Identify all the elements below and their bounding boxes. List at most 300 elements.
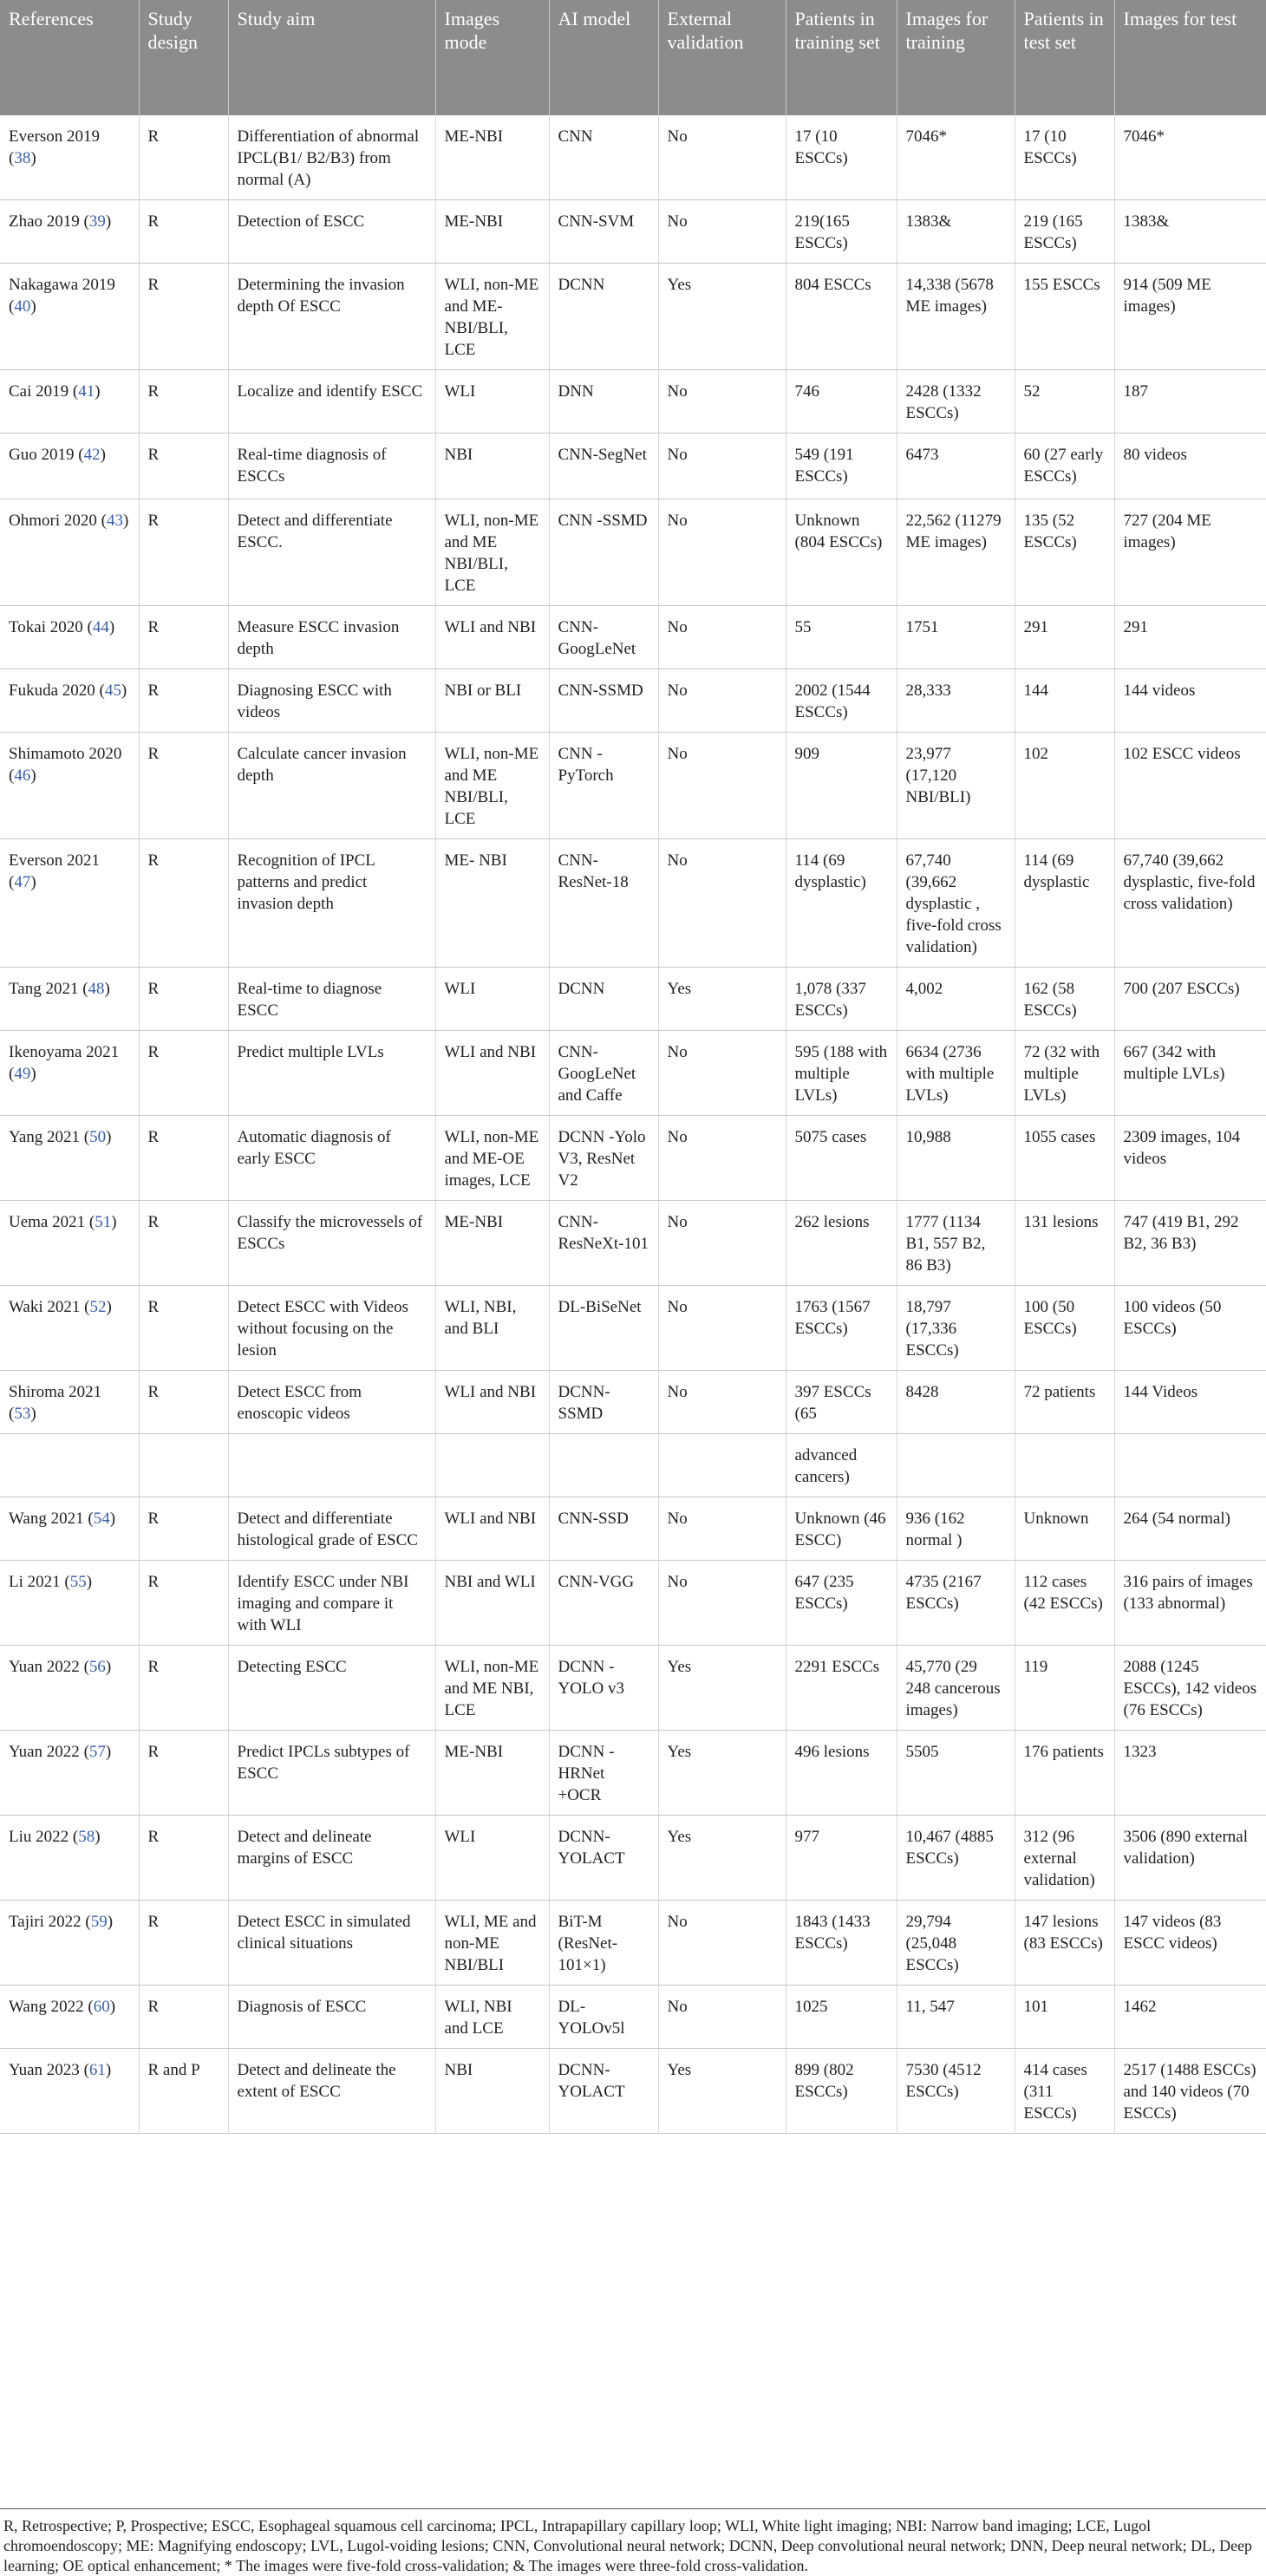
cell-external-validation: No: [658, 115, 786, 200]
cell-reference: Zhao 2019 (39): [0, 200, 139, 264]
cell-study-design: R: [139, 733, 228, 839]
cell-reference: Shiroma 2021 (53): [0, 1371, 139, 1434]
reference-name: Zhao 2019: [9, 212, 80, 231]
cell-images-test: 2309 images, 104 videos: [1114, 1116, 1266, 1201]
cell-study-design: R: [139, 434, 228, 499]
cell-patients-test: 176 patients: [1015, 1731, 1114, 1816]
reference-link[interactable]: 44: [92, 618, 109, 636]
cell-external-validation: Yes: [658, 968, 786, 1031]
cell-images-mode: WLI and NBI: [435, 1031, 549, 1116]
cell-images-test: 700 (207 ESCCs): [1114, 968, 1266, 1031]
cell-ai-model: BiT-M (ResNet-101×1): [549, 1901, 658, 1986]
cell-images-training: 28,333: [897, 669, 1015, 733]
cell-patients-test: 1055 cases: [1015, 1116, 1114, 1201]
cell-images-test: 3506 (890 external validation): [1114, 1816, 1266, 1901]
cell-patients-test: 17 (10 ESCCs): [1015, 115, 1114, 200]
cell-patients-training: Unknown (46 ESCC): [786, 1497, 897, 1561]
cell-study-aim: Detect and delineate the extent of ESCC: [228, 2049, 435, 2134]
cell-external-validation: No: [658, 669, 786, 733]
reference-name: Shimamoto 2020: [9, 745, 122, 763]
cell-patients-training: 55: [786, 606, 897, 669]
cell-ai-model: DCNN-YOLACT: [549, 1816, 658, 1901]
cell-study-design: R: [139, 606, 228, 669]
reference-name: Li 2021: [9, 1573, 61, 1591]
cell-patients-training: 397 ESCCs (65: [786, 1371, 897, 1434]
cell-external-validation: No: [658, 1116, 786, 1201]
cell-images-training: 22,562 (11279 ME images): [897, 499, 1015, 606]
cell-external-validation: No: [658, 839, 786, 968]
reference-name: Everson 2019: [9, 127, 101, 146]
cell-reference: Yuan 2022 (57): [0, 1731, 139, 1816]
cell-external-validation: No: [658, 733, 786, 839]
reference-name: Cai 2019: [9, 382, 69, 401]
reference-link[interactable]: 40: [14, 297, 31, 316]
cell-images-training: 11, 547: [897, 1986, 1015, 2049]
cell-external-validation: Yes: [658, 1816, 786, 1901]
header-patients-test: Patients in test set: [1015, 0, 1114, 115]
cell-patients-training: 2291 ESCCs: [786, 1646, 897, 1731]
cell-external-validation: No: [658, 434, 786, 499]
cell-patients-test: 72 (32 with multiple LVLs): [1015, 1031, 1114, 1116]
reference-name: Tajiri 2022: [9, 1913, 82, 1931]
cell-images-mode: WLI, non-ME and ME NBI, LCE: [435, 1646, 549, 1731]
reference-link[interactable]: 50: [89, 1128, 107, 1146]
cell-patients-training: 2002 (1544 ESCCs): [786, 669, 897, 733]
cell-patients-test: 102: [1015, 733, 1114, 839]
cell-study-design: R: [139, 1816, 228, 1901]
cell-study-design: R: [139, 499, 228, 606]
header-study-design: Study design: [139, 0, 228, 115]
cell-study-aim: Detect and differentiate ESCC.: [228, 499, 435, 606]
reference-link[interactable]: 54: [93, 1510, 110, 1528]
reference-link[interactable]: 59: [90, 1913, 108, 1931]
cell-external-validation: Yes: [658, 1646, 786, 1731]
cell-reference: [0, 1434, 139, 1497]
reference-link[interactable]: 45: [104, 681, 121, 700]
cell-images-training: 4735 (2167 ESCCs): [897, 1561, 1015, 1646]
table-row: [0, 200, 1266, 264]
cell-images-training: 6473: [897, 434, 1015, 499]
cell-external-validation: No: [658, 1986, 786, 2049]
reference-name: Nakagawa 2019: [9, 276, 115, 294]
reference-link[interactable]: 60: [93, 1998, 110, 2016]
cell-images-mode: WLI, non-ME and ME NBI/BLI, LCE: [435, 499, 549, 606]
cell-patients-training: 647 (235 ESCCs): [786, 1561, 897, 1646]
cell-study-aim: Detect ESCC in simulated clinical situations: [228, 1901, 435, 1986]
cell-study-design: R: [139, 1116, 228, 1201]
cell-study-design: R: [139, 370, 228, 434]
table-row: [0, 1646, 1266, 1731]
cell-patients-test: 60 (27 early ESCCs): [1015, 434, 1114, 499]
table-row: [0, 1371, 1266, 1434]
cell-study-design: [139, 1434, 228, 1497]
cell-external-validation: Yes: [658, 2049, 786, 2134]
cell-patients-test: 72 patients: [1015, 1371, 1114, 1434]
cell-reference: Guo 2019 (42): [0, 434, 139, 499]
cell-ai-model: CNN: [549, 115, 658, 200]
reference-name: Wang 2021: [9, 1510, 84, 1528]
table-row: [0, 1497, 1266, 1561]
reference-name: Shiroma 2021: [9, 1383, 102, 1401]
cell-patients-test: 52: [1015, 370, 1114, 434]
cell-study-aim: Detection of ESCC: [228, 200, 435, 264]
cell-images-mode: NBI or BLI: [435, 669, 549, 733]
header-external-validation: External validation: [658, 0, 786, 115]
cell-reference: Li 2021 (55): [0, 1561, 139, 1646]
cell-images-test: 67,740 (39,662 dysplastic, five-fold cross validation): [1114, 839, 1266, 968]
cell-ai-model: DCNN: [549, 264, 658, 370]
cell-patients-training: 909: [786, 733, 897, 839]
reference-name: Guo 2019: [9, 446, 75, 464]
cell-study-design: R: [139, 1646, 228, 1731]
cell-images-test: 316 pairs of images (133 abnormal): [1114, 1561, 1266, 1646]
cell-images-test: 264 (54 normal): [1114, 1497, 1266, 1561]
cell-patients-test: 312 (96 external validation): [1015, 1816, 1114, 1901]
cell-images-training: 1777 (1134 B1, 557 B2, 86 B3): [897, 1201, 1015, 1286]
cell-images-test: 187: [1114, 370, 1266, 434]
cell-patients-training: 899 (802 ESCCs): [786, 2049, 897, 2134]
cell-patients-test: 147 lesions (83 ESCCs): [1015, 1901, 1114, 1986]
cell-images-training: 14,338 (5678 ME images): [897, 264, 1015, 370]
cell-patients-test: 414 cases (311 ESCCs): [1015, 2049, 1114, 2134]
cell-ai-model: DCNN-SSMD: [549, 1371, 658, 1434]
cell-images-test: 102 ESCC videos: [1114, 733, 1266, 839]
cell-ai-model: DCNN-YOLACT: [549, 2049, 658, 2134]
table-row: [0, 1031, 1266, 1116]
cell-reference: Wang 2022 (60): [0, 1986, 139, 2049]
reference-name: Yang 2021: [9, 1128, 81, 1146]
cell-patients-training: 114 (69 dysplastic): [786, 839, 897, 968]
cell-patients-training: 17 (10 ESCCs): [786, 115, 897, 200]
cell-images-training: 936 (162 normal ): [897, 1497, 1015, 1561]
table-row: [0, 839, 1266, 968]
reference-name: Yuan 2023: [9, 2061, 80, 2079]
reference-link[interactable]: 53: [14, 1405, 31, 1423]
cell-images-mode: ME-NBI: [435, 115, 549, 200]
reference-name: Everson 2021: [9, 851, 101, 870]
cell-reference: Wang 2021 (54): [0, 1497, 139, 1561]
reference-link[interactable]: 39: [88, 212, 106, 231]
cell-ai-model: DCNN -Yolo V3, ResNet V2: [549, 1116, 658, 1201]
cell-reference: Everson 2021 (47): [0, 839, 139, 968]
cell-images-mode: ME-NBI: [435, 1201, 549, 1286]
cell-patients-test: [1015, 1434, 1114, 1497]
cell-external-validation: No: [658, 370, 786, 434]
reference-name: Yuan 2022: [9, 1743, 80, 1761]
table-row: [0, 1561, 1266, 1646]
cell-reference: Yuan 2022 (56): [0, 1646, 139, 1731]
cell-patients-training: 1025: [786, 1986, 897, 2049]
reference-link[interactable]: 51: [95, 1213, 112, 1231]
reference-link[interactable]: 38: [14, 149, 31, 167]
cell-reference: Ikenoyama 2021 (49): [0, 1031, 139, 1116]
cell-images-training: 1751: [897, 606, 1015, 669]
cell-reference: Cai 2019 (41): [0, 370, 139, 434]
table-row: [0, 1286, 1266, 1371]
reference-link[interactable]: 52: [89, 1298, 107, 1316]
cell-reference: Everson 2019 (38): [0, 115, 139, 200]
reference-name: Yuan 2022: [9, 1658, 80, 1676]
table-row: [0, 434, 1266, 499]
cell-external-validation: No: [658, 1371, 786, 1434]
cell-patients-test: 119: [1015, 1646, 1114, 1731]
reference-name: Ohmori 2020: [9, 512, 97, 530]
cell-images-test: 144 Videos: [1114, 1371, 1266, 1434]
cell-images-mode: ME- NBI: [435, 839, 549, 968]
cell-study-design: R: [139, 1286, 228, 1371]
cell-patients-training: 977: [786, 1816, 897, 1901]
cell-study-design: R: [139, 968, 228, 1031]
cell-external-validation: No: [658, 1901, 786, 1986]
cell-patients-test: 144: [1015, 669, 1114, 733]
cell-images-training: 5505: [897, 1731, 1015, 1816]
reference-link[interactable]: 61: [88, 2061, 106, 2079]
cell-images-test: 2088 (1245 ESCCs), 142 videos (76 ESCCs): [1114, 1646, 1266, 1731]
cell-images-mode: NBI: [435, 2049, 549, 2134]
table-row: [0, 968, 1266, 1031]
cell-study-aim: Determining the invasion depth Of ESCC: [228, 264, 435, 370]
cell-patients-test: 114 (69 dysplastic: [1015, 839, 1114, 968]
cell-study-aim: Detect and differentiate histological grade of ESCC: [228, 1497, 435, 1561]
reference-link[interactable]: 46: [14, 766, 31, 785]
cell-patients-training: 804 ESCCs: [786, 264, 897, 370]
reference-link[interactable]: 49: [14, 1065, 31, 1083]
cell-images-test: 147 videos (83 ESCC videos): [1114, 1901, 1266, 1986]
cell-images-test: 747 (419 B1, 292 B2, 36 B3): [1114, 1201, 1266, 1286]
cell-images-mode: WLI, non-ME and ME-NBI/BLI, LCE: [435, 264, 549, 370]
cell-images-training: 18,797 (17,336 ESCCs): [897, 1286, 1015, 1371]
cell-ai-model: CNN -PyTorch: [549, 733, 658, 839]
cell-images-mode: ME-NBI: [435, 200, 549, 264]
cell-images-test: 80 videos: [1114, 434, 1266, 499]
cell-reference: Shimamoto 2020 (46): [0, 733, 139, 839]
cell-study-design: R and P: [139, 2049, 228, 2134]
header-images-training: Images for training: [897, 0, 1015, 115]
cell-images-training: 29,794 (25,048 ESCCs): [897, 1901, 1015, 1986]
table-row: [0, 1201, 1266, 1286]
reference-link[interactable]: 58: [78, 1828, 95, 1846]
cell-images-training: 6634 (2736 with multiple LVLs): [897, 1031, 1015, 1116]
cell-images-mode: WLI, ME and non-ME NBI/BLI: [435, 1901, 549, 1986]
cell-images-training: 10,988: [897, 1116, 1015, 1201]
cell-patients-training: 262 lesions: [786, 1201, 897, 1286]
header-patients-training: Patients in training set: [786, 0, 897, 115]
cell-images-test: 7046*: [1114, 115, 1266, 200]
reference-link[interactable]: 57: [88, 1743, 106, 1761]
cell-images-mode: WLI, non-ME and ME-OE images, LCE: [435, 1116, 549, 1201]
cell-patients-training: 1,078 (337 ESCCs): [786, 968, 897, 1031]
cell-study-aim: Recognition of IPCL patterns and predict invasion depth: [228, 839, 435, 968]
cell-images-test: 291: [1114, 606, 1266, 669]
cell-images-test: 2517 (1488 ESCCs) and 140 videos (70 ESCCs): [1114, 2049, 1266, 2134]
cell-study-aim: Automatic diagnosis of early ESCC: [228, 1116, 435, 1201]
cell-images-mode: ME-NBI: [435, 1731, 549, 1816]
cell-ai-model: [549, 1434, 658, 1497]
cell-reference: Ohmori 2020 (43): [0, 499, 139, 606]
cell-study-design: R: [139, 1031, 228, 1116]
cell-images-training: 2428 (1332 ESCCs): [897, 370, 1015, 434]
cell-ai-model: CNN-ResNet-18: [549, 839, 658, 968]
header-images-test: Images for test: [1114, 0, 1266, 115]
cell-study-design: R: [139, 115, 228, 200]
cell-patients-training: 549 (191 ESCCs): [786, 434, 897, 499]
cell-external-validation: [658, 1434, 786, 1497]
reference-link[interactable]: 56: [88, 1658, 106, 1676]
cell-images-test: [1114, 1434, 1266, 1497]
table-row: [0, 115, 1266, 200]
cell-patients-test: 131 lesions: [1015, 1201, 1114, 1286]
reference-link[interactable]: 55: [69, 1573, 87, 1591]
reference-link[interactable]: 47: [14, 873, 31, 891]
cell-images-training: 10,467 (4885 ESCCs): [897, 1816, 1015, 1901]
cell-images-test: 667 (342 with multiple LVLs): [1114, 1031, 1266, 1116]
reference-name: Waki 2021: [9, 1298, 81, 1316]
cell-ai-model: CNN-SSMD: [549, 669, 658, 733]
cell-ai-model: CNN-ResNeXt-101: [549, 1201, 658, 1286]
cell-patients-training: Unknown (804 ESCCs): [786, 499, 897, 606]
cell-patients-training: 1763 (1567 ESCCs): [786, 1286, 897, 1371]
reference-name: Tang 2021: [9, 980, 79, 998]
cell-study-aim: Detecting ESCC: [228, 1646, 435, 1731]
cell-study-design: R: [139, 264, 228, 370]
cell-images-training: 45,770 (29 248 cancerous images): [897, 1646, 1015, 1731]
cell-images-test: 100 videos (50 ESCCs): [1114, 1286, 1266, 1371]
table-row: [0, 264, 1266, 370]
cell-patients-test: 155 ESCCs: [1015, 264, 1114, 370]
table-row: [0, 733, 1266, 839]
cell-external-validation: No: [658, 200, 786, 264]
cell-images-mode: WLI and NBI: [435, 606, 549, 669]
cell-images-training: 23,977 (17,120 NBI/BLI): [897, 733, 1015, 839]
cell-reference: Yuan 2023 (61): [0, 2049, 139, 2134]
reference-link[interactable]: 48: [88, 980, 105, 998]
cell-reference: Uema 2021 (51): [0, 1201, 139, 1286]
table-footnote: R, Retrospective; P, Prospective; ESCC, Esophageal squamous cell carcinoma; IPCL, Intrapapillary capillary loop; WLI, White light imaging; NBI: Narrow band imaging; LCE, Lugol chromoendoscopy; ME: Magnifying endoscopy; LVL, Lugol-voiding lesions; CNN, Convolutional neural network; DCNN, Deep convolutional neural network; DNN, Deep neural network; DL, Deep learning; OE optical enhancement; * The images were five-fold cross-validation; & The images were three-fold cross-validation.: [0, 2508, 1266, 2576]
cell-images-test: 914 (509 ME images): [1114, 264, 1266, 370]
cell-study-aim: Identify ESCC under NBI imaging and compare it with WLI: [228, 1561, 435, 1646]
cell-patients-training: 219(165 ESCCs): [786, 200, 897, 264]
cell-study-aim: Classify the microvessels of ESCCs: [228, 1201, 435, 1286]
cell-patients-test: 291: [1015, 606, 1114, 669]
cell-ai-model: DCNN: [549, 968, 658, 1031]
cell-ai-model: DCNN -HRNet +OCR: [549, 1731, 658, 1816]
cell-images-test: 1383&: [1114, 200, 1266, 264]
cell-study-aim: [228, 1434, 435, 1497]
cell-study-design: R: [139, 1497, 228, 1561]
cell-ai-model: CNN-GoogLeNet: [549, 606, 658, 669]
cell-reference: Liu 2022 (58): [0, 1816, 139, 1901]
cell-patients-training: 1843 (1433 ESCCs): [786, 1901, 897, 1986]
reference-name: Tokai 2020: [9, 618, 83, 636]
cell-images-mode: WLI: [435, 1816, 549, 1901]
reference-name: Fukuda 2020: [9, 681, 95, 700]
cell-patients-test: 112 cases (42 ESCCs): [1015, 1561, 1114, 1646]
header-images-mode: Images mode: [435, 0, 549, 115]
cell-study-aim: Differentiation of abnormal IPCL(B1/ B2/B3) from normal (A): [228, 115, 435, 200]
header-study-aim: Study aim: [228, 0, 435, 115]
cell-ai-model: CNN-SSD: [549, 1497, 658, 1561]
cell-images-training: 7530 (4512 ESCCs): [897, 2049, 1015, 2134]
cell-reference: Nakagawa 2019 (40): [0, 264, 139, 370]
cell-external-validation: No: [658, 1561, 786, 1646]
cell-study-design: R: [139, 1561, 228, 1646]
cell-ai-model: DL-BiSeNet: [549, 1286, 658, 1371]
cell-images-training: [897, 1434, 1015, 1497]
cell-study-aim: Detect ESCC from enoscopic videos: [228, 1371, 435, 1434]
cell-study-design: R: [139, 1201, 228, 1286]
cell-reference: Waki 2021 (52): [0, 1286, 139, 1371]
cell-study-aim: Real-time to diagnose ESCC: [228, 968, 435, 1031]
reference-name: Ikenoyama 2021: [9, 1043, 120, 1061]
table-row: [0, 606, 1266, 669]
cell-external-validation: Yes: [658, 264, 786, 370]
cell-images-training: 67,740 (39,662 dysplastic , five-fold cross validation): [897, 839, 1015, 968]
cell-patients-test: 219 (165 ESCCs): [1015, 200, 1114, 264]
cell-patients-test: 162 (58 ESCCs): [1015, 968, 1114, 1031]
cell-patients-training: 5075 cases: [786, 1116, 897, 1201]
cell-external-validation: No: [658, 1286, 786, 1371]
table-row: [0, 499, 1266, 606]
cell-images-test: 1323: [1114, 1731, 1266, 1816]
table-row: [0, 1434, 1266, 1497]
cell-study-design: R: [139, 839, 228, 968]
cell-images-test: 1462: [1114, 1986, 1266, 2049]
cell-external-validation: No: [658, 606, 786, 669]
cell-external-validation: No: [658, 1031, 786, 1116]
cell-images-mode: WLI and NBI: [435, 1371, 549, 1434]
table-row: [0, 1816, 1266, 1901]
cell-images-mode: NBI: [435, 434, 549, 499]
reference-link[interactable]: 43: [106, 512, 123, 530]
reference-name: Uema 2021: [9, 1213, 86, 1231]
header-ai-model: AI model: [549, 0, 658, 115]
cell-external-validation: Yes: [658, 1731, 786, 1816]
cell-images-training: 7046*: [897, 115, 1015, 200]
cell-external-validation: No: [658, 499, 786, 606]
table-row: [0, 370, 1266, 434]
cell-patients-training: 595 (188 with multiple LVLs): [786, 1031, 897, 1116]
table-row: [0, 1986, 1266, 2049]
cell-ai-model: CNN-VGG: [549, 1561, 658, 1646]
cell-study-design: R: [139, 1901, 228, 1986]
cell-reference: Tang 2021 (48): [0, 968, 139, 1031]
cell-study-aim: Diagnosis of ESCC: [228, 1986, 435, 2049]
table-row: [0, 1901, 1266, 1986]
table-row: [0, 669, 1266, 733]
cell-ai-model: CNN -SSMD: [549, 499, 658, 606]
reference-link[interactable]: 41: [78, 382, 95, 401]
cell-study-aim: Calculate cancer invasion depth: [228, 733, 435, 839]
cell-study-aim: Measure ESCC invasion depth: [228, 606, 435, 669]
reference-name: Liu 2022: [9, 1828, 69, 1846]
header-references: References: [0, 0, 139, 115]
cell-ai-model: CNN-SVM: [549, 200, 658, 264]
table-row: [0, 2049, 1266, 2134]
cell-patients-test: 100 (50 ESCCs): [1015, 1286, 1114, 1371]
cell-study-design: R: [139, 200, 228, 264]
cell-study-aim: Detect and delineate margins of ESCC: [228, 1816, 435, 1901]
cell-study-aim: Diagnosing ESCC with videos: [228, 669, 435, 733]
table-header-row: [0, 0, 1266, 115]
reference-link[interactable]: 42: [83, 446, 101, 464]
cell-ai-model: CNN-SegNet: [549, 434, 658, 499]
cell-reference: Tajiri 2022 (59): [0, 1901, 139, 1986]
cell-reference: Fukuda 2020 (45): [0, 669, 139, 733]
cell-reference: Tokai 2020 (44): [0, 606, 139, 669]
cell-study-aim: Localize and identify ESCC: [228, 370, 435, 434]
cell-study-aim: Predict multiple LVLs: [228, 1031, 435, 1116]
cell-patients-test: Unknown: [1015, 1497, 1114, 1561]
